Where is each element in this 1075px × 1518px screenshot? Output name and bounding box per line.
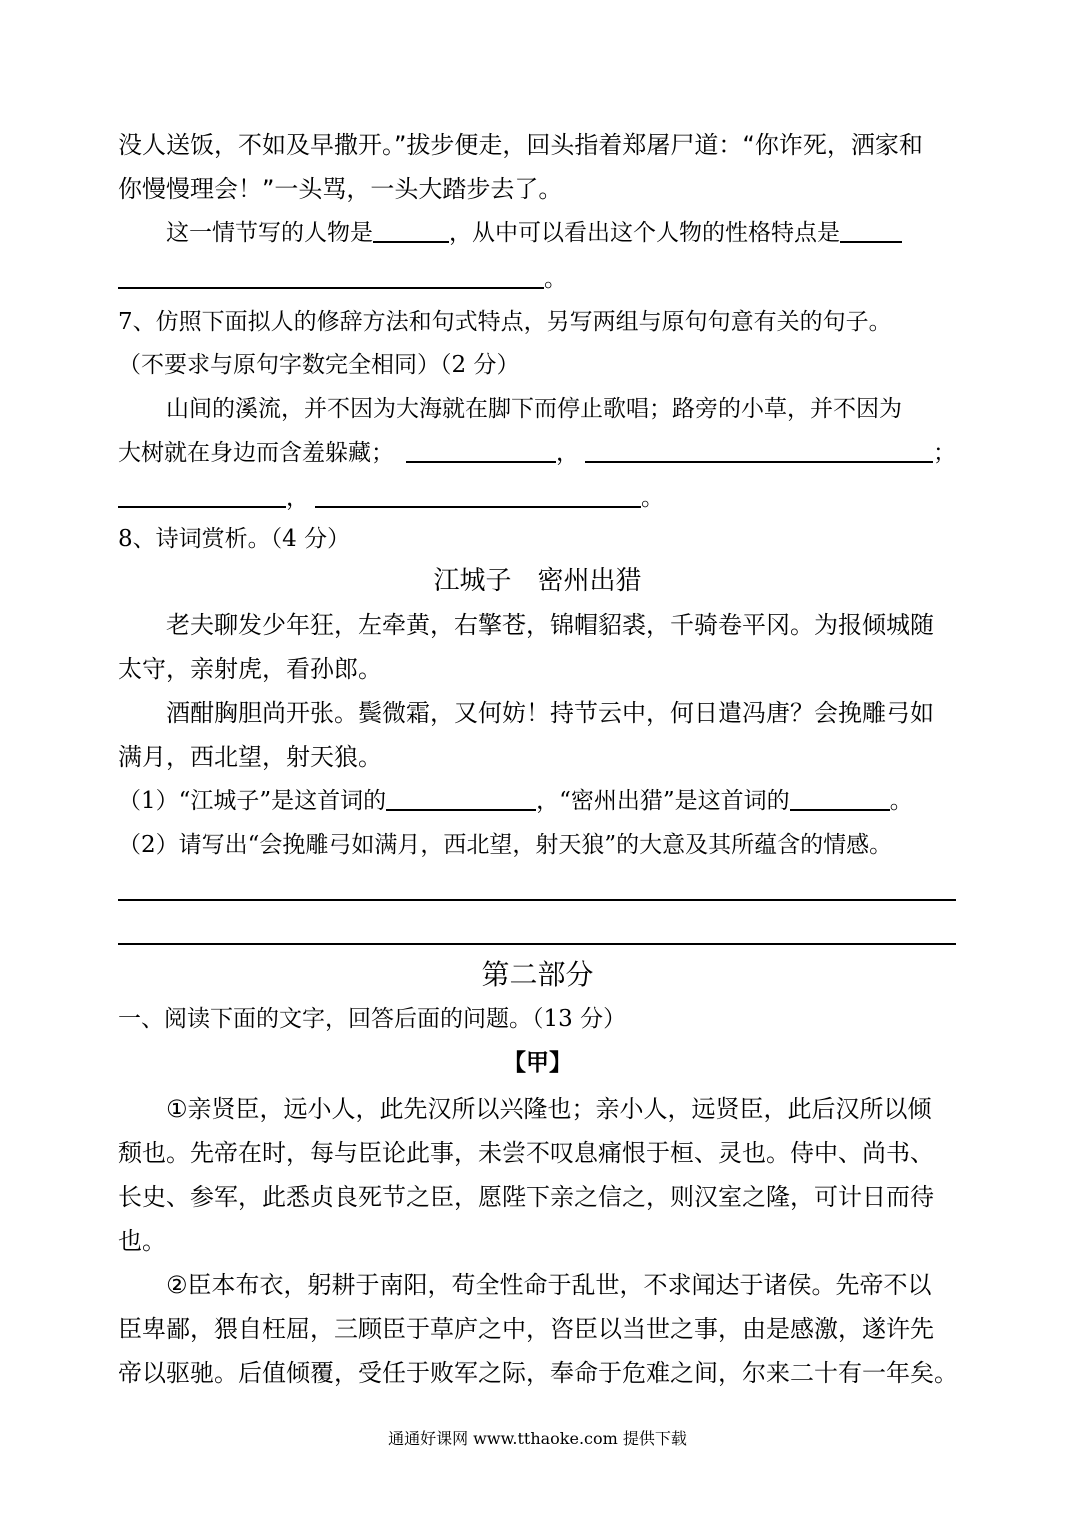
q7-comma-1: ， [556,440,579,466]
passage-label: 【甲】 [503,1050,572,1076]
poem-line: 酒酣胸胆尚开张。鬓微霜，又何妨！持节云中，何日遣冯唐？会挽雕弓如 [166,699,934,727]
q8-sub2: （2）请写出“会挽雕弓如满月，西北望，射天狼”的大意及其所蕴含的情感。 [118,832,893,858]
q7-note: （不要求与原句字数完全相同）（2 分） [118,352,520,378]
q7-example-end: 大树就在身边而含羞躲藏； [118,440,394,466]
q7-title: 7、仿照下面拟人的修辞方法和句式特点，另写两组与原句句意有关的句子。 [118,309,892,335]
q6-blank-trait-start[interactable] [840,217,902,243]
q6-blank-trait[interactable] [118,263,544,289]
poem-title: 江城子 密州出猎 [433,566,642,596]
q7-blank-2[interactable] [585,437,933,463]
q6-answer-line [118,262,567,296]
page-footer: 通通好课网 www.tthaoke.com 提供下载 [388,1429,687,1448]
classical-text-line: 帝以驱驰。后值倾覆，受任于败军之际，奉命于危难之间，尔来二十有一年矣。 [118,1359,958,1387]
poem-line: 太守，亲射虎，看孙郎。 [118,655,382,683]
classical-text-line: 长史、参军，此悉贞良死节之臣，愿陛下亲之信之，则汉室之隆，可计日而待 [118,1183,934,1211]
poem-line: 老夫聊发少年狂，左牵黄，右擎苍，锦帽貂裘，千骑卷平冈。为报倾城随 [166,611,934,639]
q8-blank-2[interactable] [790,785,890,811]
q8-sub1 [118,784,913,818]
classical-text-line: 颓也。先帝在时，每与臣论此事，未尝不叹息痛恨于桓、灵也。侍中、尚书、 [118,1139,934,1167]
q7-blank-4[interactable] [315,482,641,508]
passage-line: 没人送饭，不如及早撒开。”拔步便走，回头指着郑屠尸道：“你诈死，洒家和 [118,131,923,159]
q6-blank-character[interactable] [373,217,449,243]
q7-comma-2: ， [286,485,309,511]
q7-blank-1[interactable] [406,437,556,463]
q7-semicolon: ； [933,440,956,466]
q7-period: 。 [641,485,664,511]
part2-q1-title: 一、阅读下面的文字，回答后面的问题。（13 分） [118,1006,627,1032]
poem-line: 满月，西北望，射天狼。 [118,743,382,771]
classical-text-line: 臣卑鄙，猥自枉屈，三顾臣于草庐之中，咨臣以当世之事，由是感激，遂许先 [118,1315,934,1343]
classical-text-line: 也。 [118,1227,166,1255]
answer-line-1[interactable] [118,899,956,901]
section-heading: 第二部分 [481,958,594,991]
q7-answer-line [118,481,664,515]
q8-sub1-text-b: ，“密州出猎”是这首词的 [536,788,790,814]
q8-blank-1[interactable] [386,785,536,811]
q7-blank-3[interactable] [118,482,286,508]
q7-example: 山间的溪流，并不因为大海就在脚下而停止歌唱；路旁的小草，并不因为 [166,396,902,422]
q8-title: 8、诗词赏析。（4 分） [118,526,351,552]
passage-line: 你慢慢理会！”一头骂，一头大踏步去了。 [118,175,563,203]
q6-period: 。 [544,266,567,292]
q6-text-b: ，从中可以看出这个人物的性格特点是 [449,220,840,246]
q8-sub1-text-a: （1）“江城子”是这首词的 [118,788,387,814]
q6-text-a: 这一情节写的人物是 [166,220,373,246]
answer-line-2[interactable] [118,943,956,945]
classical-text-line: ①亲贤臣，远小人，此先汉所以兴隆也；亲小人，远贤臣，此后汉所以倾 [166,1095,932,1123]
q6-question [166,216,902,250]
classical-text-line: ②臣本布衣，躬耕于南阳，苟全性命于乱世，不求闻达于诸侯。先帝不以 [166,1271,932,1299]
q7-example-cont [118,436,956,470]
q8-sub1-end: 。 [889,788,913,814]
